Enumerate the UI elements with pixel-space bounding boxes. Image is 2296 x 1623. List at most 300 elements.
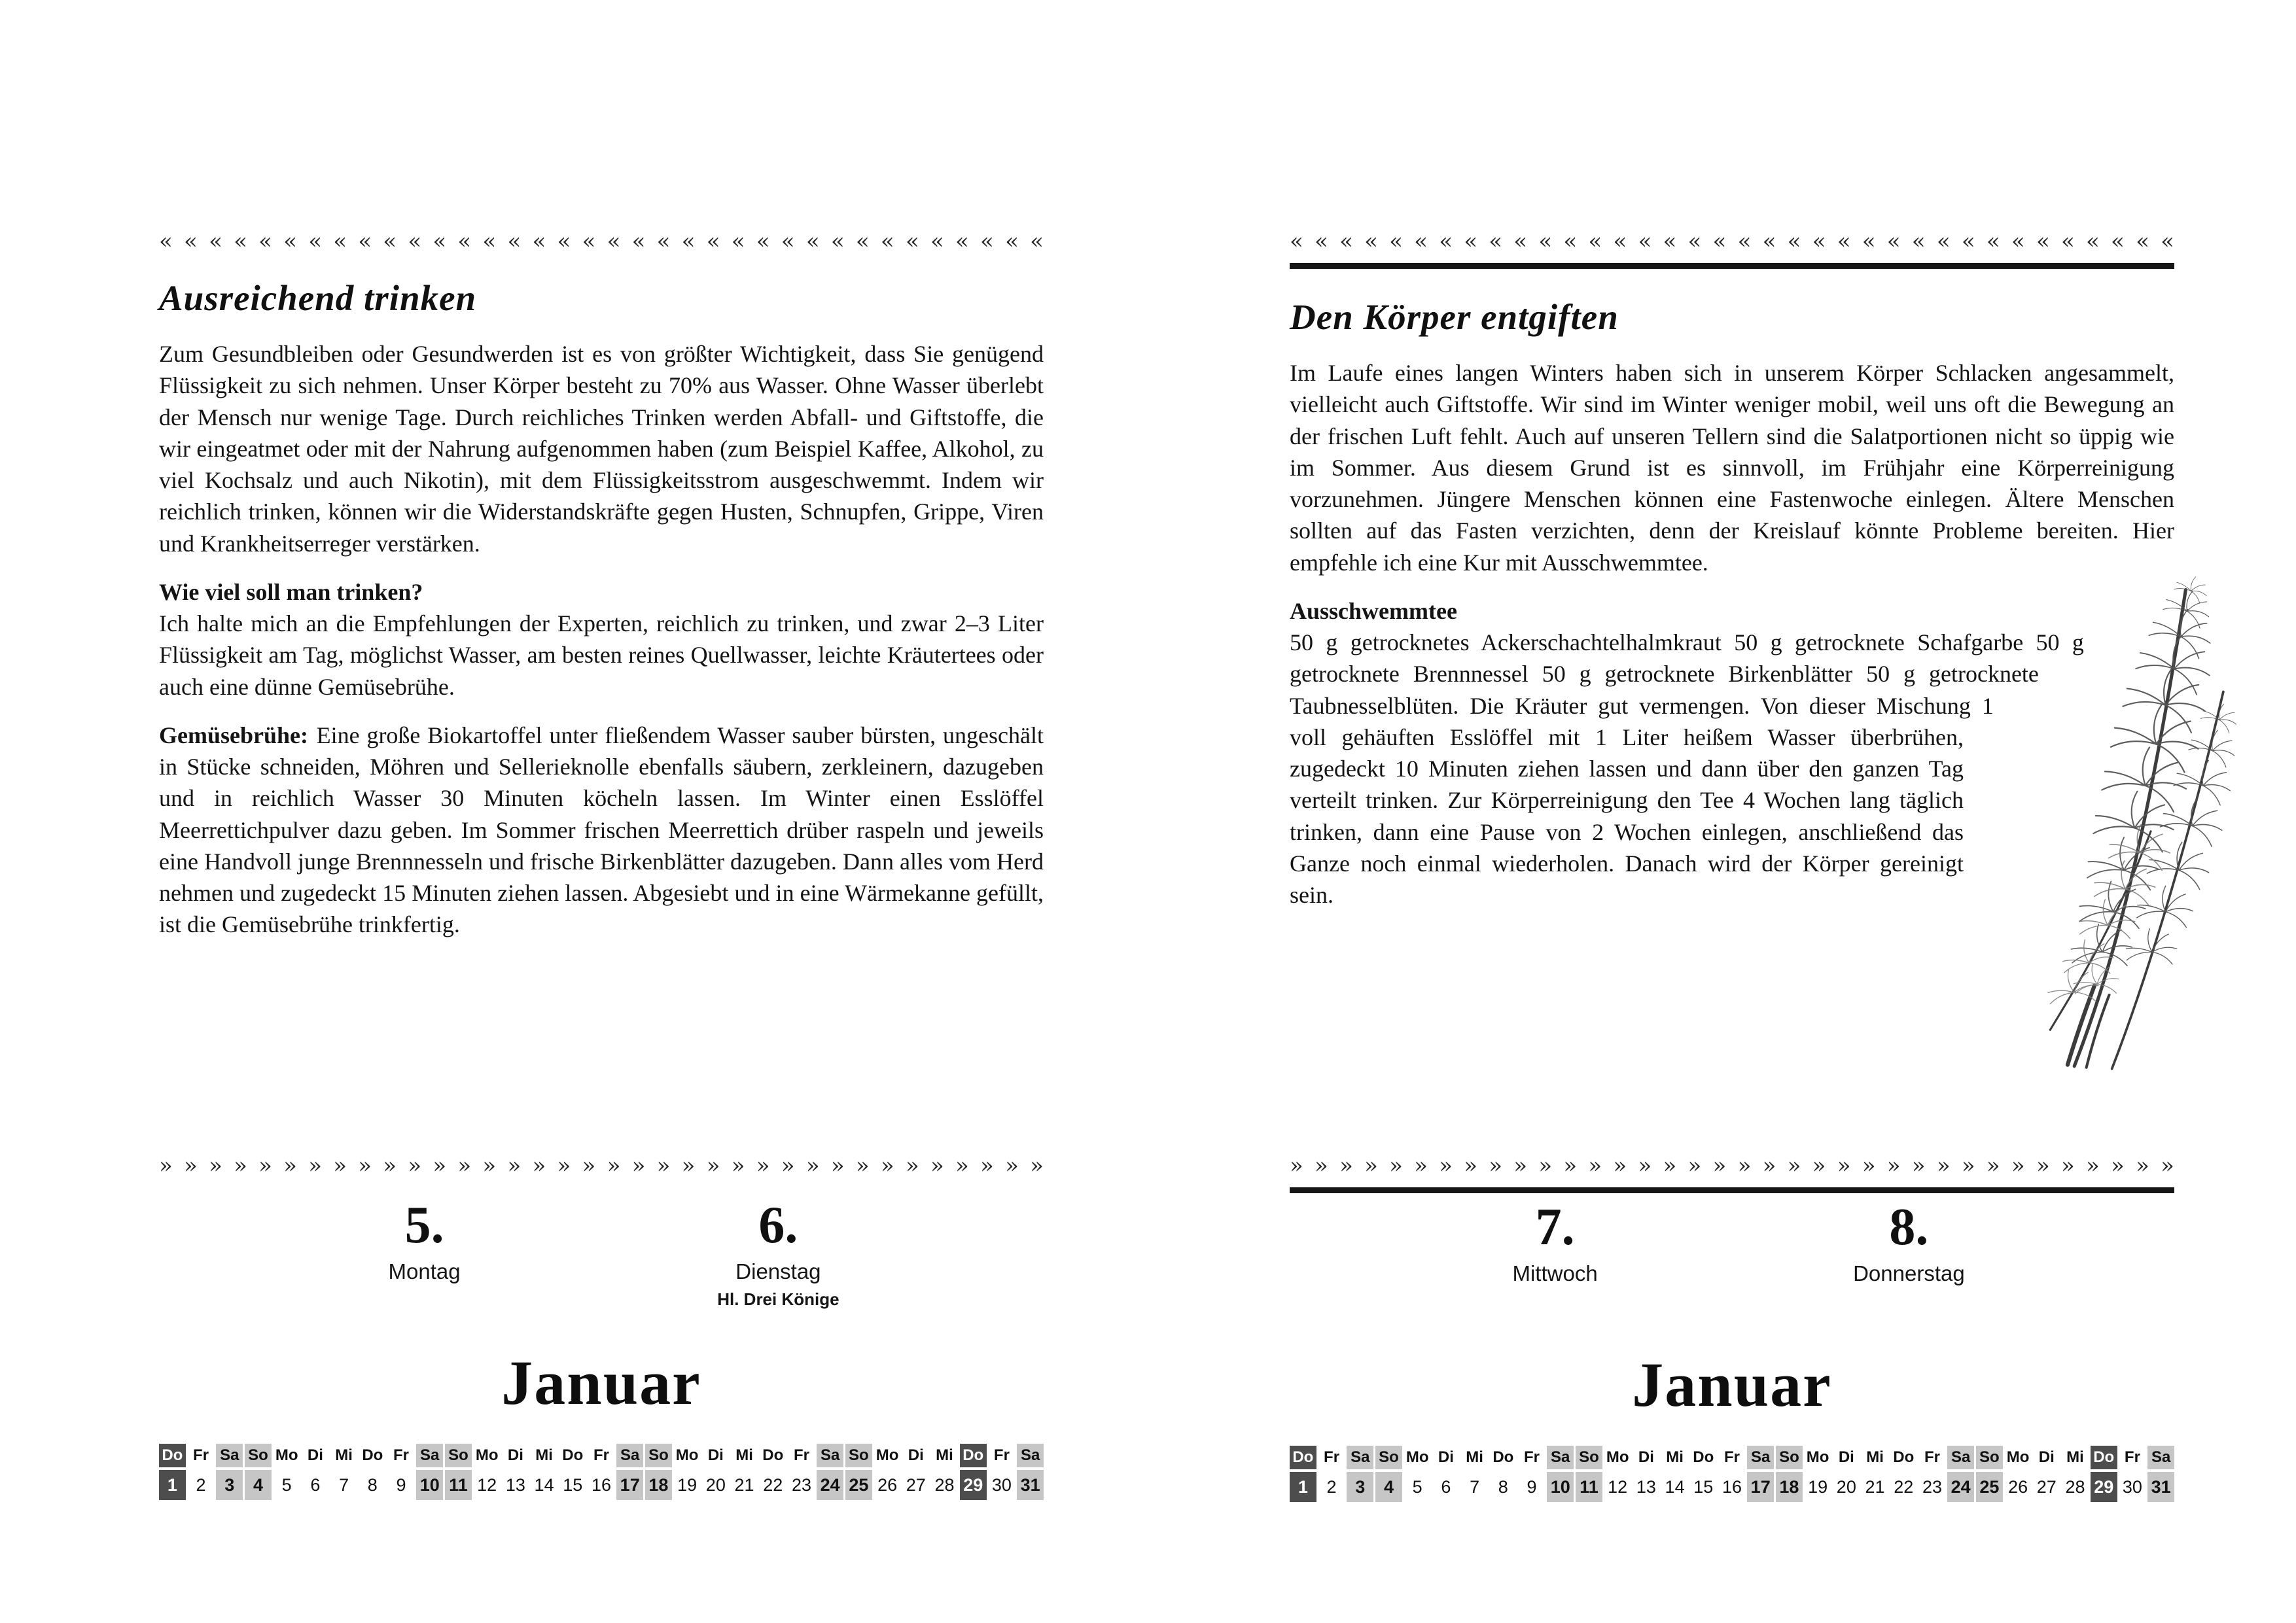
weekday-cell: So bbox=[1776, 1446, 1803, 1469]
day-cell: 31 bbox=[1017, 1470, 1044, 1500]
day-cell: 14 bbox=[531, 1470, 557, 1500]
horizontal-rule-bottom bbox=[1290, 1187, 2174, 1193]
section-drinking-amount bbox=[159, 576, 1044, 703]
day-cell: 16 bbox=[1719, 1472, 1746, 1502]
weekday-cell: Sa bbox=[416, 1444, 443, 1467]
ornament-glyph: » bbox=[1563, 1153, 1578, 1179]
weekday-cell: Mo bbox=[1404, 1446, 1431, 1469]
day-row bbox=[159, 1470, 1044, 1500]
weekday-cell: So bbox=[245, 1444, 272, 1467]
ornament-glyph: « bbox=[1986, 228, 2000, 254]
day-cell: 19 bbox=[1805, 1472, 1831, 1502]
date-block-monday bbox=[247, 1196, 601, 1330]
ornament-glyph: « bbox=[905, 228, 919, 254]
date-blocks bbox=[1290, 1198, 2174, 1332]
day-cell: 2 bbox=[1318, 1472, 1345, 1502]
ornament-glyph: » bbox=[557, 1153, 571, 1179]
day-cell: 30 bbox=[989, 1470, 1016, 1500]
right-page bbox=[1148, 0, 2296, 1623]
ornament-glyph: » bbox=[1712, 1153, 1727, 1179]
ornament-glyph: « bbox=[433, 228, 447, 254]
date-block-tuesday bbox=[601, 1196, 955, 1330]
ornament-glyph: « bbox=[1489, 228, 1503, 254]
ornament-glyph: « bbox=[1538, 228, 1553, 254]
day-cell: 26 bbox=[2005, 1472, 2032, 1502]
ornament-glyph: » bbox=[184, 1153, 198, 1179]
ornament-glyph: » bbox=[1812, 1153, 1826, 1179]
ornament-glyph: « bbox=[1439, 228, 1453, 254]
weekday-cell: Mo bbox=[274, 1444, 300, 1467]
ornament-glyph: » bbox=[930, 1153, 944, 1179]
weekday-cell: Fr bbox=[1519, 1446, 1545, 1469]
ornament-glyph: « bbox=[1936, 228, 1951, 254]
ornament-glyph: » bbox=[1439, 1153, 1453, 1179]
weekday-cell: Di bbox=[1833, 1446, 1860, 1469]
ornament-glyph: « bbox=[1389, 228, 1403, 254]
right-page-column bbox=[1290, 228, 2174, 1497]
weekday-cell: Mi bbox=[1862, 1446, 1888, 1469]
ornament-glyph: » bbox=[1687, 1153, 1702, 1179]
ornament-glyph: « bbox=[631, 228, 646, 254]
ornament-glyph: » bbox=[482, 1153, 497, 1179]
ornament-glyph: « bbox=[1787, 228, 1801, 254]
ornament-glyph: « bbox=[1961, 228, 1975, 254]
weekday-cell: Do bbox=[1690, 1446, 1717, 1469]
day-cell: 28 bbox=[931, 1470, 958, 1500]
section-text: Eine große Biokartoffel unter fließendem Wasser sauber bürsten, ungeschält in Stücke schneiden, Möhren und Sellerieknolle ebenfalls säubern, zerkleinern, dazugeben und in reichlich Wasser 30 Minuten köcheln lassen. Im Winter einen Esslöffel Meerrettichpulver dazu geben. Im Sommer frischen Meerrettich drüber raspeln und jeweils eine Handvoll junge Brennnesseln und frische Birkenblätter dazugeben. Dann alles vom Herd nehmen und zugedeckt 15 Minuten ziehen lassen. Abgesiebt und in eine Wärmekanne gefüllt, ist die Gemüsebrühe trinkfertig. bbox=[159, 722, 1044, 938]
ornament-glyph: » bbox=[258, 1153, 272, 1179]
weekday-cell: Di bbox=[1433, 1446, 1460, 1469]
ornament-glyph: « bbox=[358, 228, 372, 254]
day-cell: 22 bbox=[1890, 1472, 1917, 1502]
ornament-glyph: « bbox=[930, 228, 944, 254]
intro-paragraph: Im Laufe eines langen Winters haben sich in unserem Körper Schlacken angesammelt, vielleicht auch Giftstoffe. Wir sind im Winter weniger mobil, weil uns oft die Bewegung an der frischen Luft fehlt. Auch auf unseren Tellern sind die Salatportionen nicht so üppig wie im Sommer. Aus diesem Grund ist es sinnvoll, im Frühjahr eine Körperreinigung vorzunehmen. Jüngere Menschen können eine Fastenwoche einlegen. Ältere Menschen sollten auf das Fasten verzichten, denn der Kreislauf könnte Probleme bereiten. Hier empfehle ich eine Kur mit Ausschwemmtee. bbox=[1290, 360, 2174, 576]
day-cell: 1 bbox=[1290, 1472, 1316, 1502]
ornament-glyph: « bbox=[209, 228, 222, 254]
weekday-cell: So bbox=[645, 1444, 672, 1467]
ornament-glyph: « bbox=[1414, 228, 1428, 254]
day-cell: 21 bbox=[1862, 1472, 1888, 1502]
ornament-glyph: » bbox=[1588, 1153, 1602, 1179]
ornament-glyph: « bbox=[805, 228, 820, 254]
ornament-glyph: « bbox=[507, 228, 521, 254]
day-cell: 30 bbox=[2119, 1472, 2146, 1502]
weekday-cell: Fr bbox=[1919, 1446, 1946, 1469]
weekday-cell: Mo bbox=[1604, 1446, 1631, 1469]
ornament-glyph: « bbox=[1030, 228, 1044, 254]
ornament-glyph: » bbox=[1638, 1153, 1652, 1179]
ornament-glyph: » bbox=[1787, 1153, 1801, 1179]
day-cell: 7 bbox=[330, 1470, 357, 1500]
date-number: 5. bbox=[404, 1196, 444, 1254]
ornament-glyph: « bbox=[1862, 228, 1876, 254]
ornament-glyph: » bbox=[706, 1153, 720, 1179]
weekday-cell: Do bbox=[1890, 1446, 1917, 1469]
ornament-glyph: » bbox=[532, 1153, 546, 1179]
weekday-cell: Mi bbox=[531, 1444, 557, 1467]
ornament-glyph: « bbox=[1613, 228, 1627, 254]
ornament-glyph: « bbox=[234, 228, 247, 254]
ornament-glyph: » bbox=[2060, 1153, 2075, 1179]
ornament-glyph: » bbox=[234, 1153, 247, 1179]
ornament-glyph: « bbox=[2086, 228, 2100, 254]
ornament-glyph: « bbox=[980, 228, 994, 254]
weekday-cell: Fr bbox=[2119, 1446, 2146, 1469]
ornament-glyph: « bbox=[1712, 228, 1727, 254]
ornament-glyph: » bbox=[2111, 1153, 2125, 1179]
ornament-glyph: » bbox=[1762, 1153, 1776, 1179]
weekday-cell: Sa bbox=[216, 1444, 243, 1467]
ornament-glyph: » bbox=[383, 1153, 397, 1179]
day-cell: 15 bbox=[1690, 1472, 1717, 1502]
day-cell: 24 bbox=[1947, 1472, 1974, 1502]
ornament-glyph: » bbox=[980, 1153, 994, 1179]
ornament-glyph: « bbox=[408, 228, 422, 254]
weekday-cell: Mi bbox=[731, 1444, 758, 1467]
weekday-cell: Sa bbox=[1547, 1446, 1574, 1469]
day-cell: 23 bbox=[788, 1470, 815, 1500]
day-cell: 5 bbox=[1404, 1472, 1431, 1502]
ornament-glyph: « bbox=[1812, 228, 1826, 254]
ornament-glyph: » bbox=[159, 1153, 173, 1179]
ornament-glyph: » bbox=[2011, 1153, 2025, 1179]
ornament-glyph: » bbox=[2161, 1153, 2174, 1179]
ornament-glyph: » bbox=[1538, 1153, 1553, 1179]
ornament-glyph: » bbox=[656, 1153, 671, 1179]
ornament-glyph: » bbox=[209, 1153, 222, 1179]
section-vegetable-broth bbox=[159, 720, 1044, 941]
day-cell: 8 bbox=[359, 1470, 386, 1500]
weekday-cell: Do bbox=[2091, 1446, 2117, 1469]
ornament-glyph: » bbox=[1290, 1153, 1303, 1179]
ornament-glyph: « bbox=[1837, 228, 1851, 254]
ornament-glyph: « bbox=[2011, 228, 2025, 254]
ornament-glyph: « bbox=[855, 228, 870, 254]
weekday-cell: Mi bbox=[2062, 1446, 2089, 1469]
ornament-glyph: « bbox=[1290, 228, 1303, 254]
ornament-glyph: « bbox=[607, 228, 621, 254]
weekday-cell: Mi bbox=[330, 1444, 357, 1467]
weekday-cell: Sa bbox=[1747, 1446, 1774, 1469]
ornament-glyph: » bbox=[1936, 1153, 1951, 1179]
ornament-glyph: » bbox=[2136, 1153, 2149, 1179]
day-cell: 12 bbox=[474, 1470, 501, 1500]
ornament-glyph: « bbox=[383, 228, 397, 254]
ornament-glyph: » bbox=[1961, 1153, 1975, 1179]
ornament-glyph: « bbox=[830, 228, 845, 254]
ornament-glyph: » bbox=[2036, 1153, 2050, 1179]
ornament-glyph: « bbox=[1005, 228, 1019, 254]
ornament-glyph: « bbox=[1315, 228, 1328, 254]
ornament-glyph: « bbox=[159, 228, 173, 254]
ornament-glyph: » bbox=[1613, 1153, 1627, 1179]
day-cell: 28 bbox=[2062, 1472, 2089, 1502]
ornament-glyph: « bbox=[1513, 228, 1528, 254]
ornament-glyph: « bbox=[706, 228, 720, 254]
weekday-cell: Di bbox=[302, 1444, 329, 1467]
ornament-glyph: « bbox=[2161, 228, 2174, 254]
weekday-cell: Fr bbox=[1318, 1446, 1345, 1469]
ornament-glyph: » bbox=[1414, 1153, 1428, 1179]
weekday-cell: Di bbox=[2033, 1446, 2060, 1469]
ornament-glyph: » bbox=[1513, 1153, 1528, 1179]
ornament-glyph: » bbox=[1489, 1153, 1503, 1179]
weekday-cell: Mo bbox=[474, 1444, 501, 1467]
ornament-glyph: » bbox=[1986, 1153, 2000, 1179]
day-cell: 22 bbox=[760, 1470, 786, 1500]
weekday-cell: Fr bbox=[989, 1444, 1016, 1467]
january-month-strip bbox=[1290, 1446, 2174, 1502]
intro-paragraph: Zum Gesundbleiben oder Gesundwerden ist es von größter Wichtigkeit, dass Sie genügend Flüssigkeit zu sich nehmen. Unser Körper besteht zu 70% aus Wasser. Ohne Wasser überlebt der Mensch nur wenige Tage. Durch reichliches Trinken werden Abfall- und Giftstoffe, die wir eingeatmet oder mit der Nahrung aufgenommen haben (zum Beispiel Kaffee, Alkohol, zu viel Kochsalz und auch Nikotin), mit dem Flüssigkeitsstrom ausgeschwemmt. Indem wir reichlich trinken, können wir die Widerstandskräfte gegen Husten, Schnupfen, Grippe, Viren und Krankheitserreger verstärken. bbox=[159, 341, 1044, 557]
ornament-glyph: « bbox=[955, 228, 969, 254]
ornament-glyph: » bbox=[582, 1153, 596, 1179]
ornament-glyph: » bbox=[607, 1153, 621, 1179]
day-cell: 5 bbox=[274, 1470, 300, 1500]
ornament-glyph: « bbox=[582, 228, 596, 254]
ornament-glyph: » bbox=[830, 1153, 845, 1179]
ornament-glyph: « bbox=[1339, 228, 1353, 254]
ornament-glyph: » bbox=[1464, 1153, 1478, 1179]
ornament-glyph: « bbox=[258, 228, 272, 254]
day-cell: 21 bbox=[731, 1470, 758, 1500]
day-cell: 3 bbox=[1347, 1472, 1373, 1502]
ornament-glyph: » bbox=[1005, 1153, 1019, 1179]
ornament-glyph: » bbox=[358, 1153, 372, 1179]
january-month-strip bbox=[159, 1444, 1044, 1500]
ornament-glyph: « bbox=[1464, 228, 1478, 254]
ornament-glyph: « bbox=[184, 228, 198, 254]
day-cell: 14 bbox=[1661, 1472, 1688, 1502]
ornament-glyph: » bbox=[731, 1153, 745, 1179]
day-cell: 2 bbox=[188, 1470, 215, 1500]
date-blocks bbox=[159, 1196, 1044, 1330]
ornament-glyph: « bbox=[656, 228, 671, 254]
ornament-glyph: » bbox=[905, 1153, 919, 1179]
ornament-glyph: » bbox=[756, 1153, 770, 1179]
ornament-glyph: « bbox=[1886, 228, 1901, 254]
section-ausschwemmtee bbox=[1290, 595, 2174, 911]
weekday-cell: Di bbox=[702, 1444, 729, 1467]
day-cell: 3 bbox=[216, 1470, 243, 1500]
calendar-footer bbox=[159, 1155, 1044, 1500]
weekday-cell: Di bbox=[1633, 1446, 1660, 1469]
weekday-cell: So bbox=[1576, 1446, 1602, 1469]
day-cell: 8 bbox=[1490, 1472, 1517, 1502]
day-cell: 9 bbox=[388, 1470, 415, 1500]
day-cell: 13 bbox=[1633, 1472, 1660, 1502]
weekday-cell: Sa bbox=[616, 1444, 643, 1467]
date-block-thursday bbox=[1732, 1198, 2086, 1332]
ornament-glyph: » bbox=[805, 1153, 820, 1179]
ornament-glyph: « bbox=[1563, 228, 1578, 254]
day-cell: 18 bbox=[645, 1470, 672, 1500]
ornament-glyph: » bbox=[1837, 1153, 1851, 1179]
ornament-glyph: » bbox=[2086, 1153, 2100, 1179]
ornament-glyph: » bbox=[1737, 1153, 1752, 1179]
ornament-glyph: « bbox=[1762, 228, 1776, 254]
ornament-glyph: » bbox=[507, 1153, 521, 1179]
horizontal-rule-top bbox=[1290, 263, 2174, 269]
ornament-glyph: » bbox=[1862, 1153, 1876, 1179]
ornament-glyph: » bbox=[1663, 1153, 1677, 1179]
weekday-cell: Sa bbox=[1347, 1446, 1373, 1469]
ornament-glyph: « bbox=[1663, 228, 1677, 254]
date-weekday: Dienstag bbox=[735, 1259, 821, 1283]
section-text: 50 g getrocknetes Ackerschachtelhalmkraut 50 g getrocknete Schafgarbe 50 g getrocknete Brennnessel 50 g getrocknete Birkenblätter 50 g getrocknete Taubnesselblüten. Die Kräuter gut vermengen. Von dieser Mischung 1 voll gehäuften Esslöffel mit 1 Liter heißem Wasser überbrühen, zugedeckt 10 Minuten ziehen lassen und dann über den ganzen Tag verteilt trinken. Zur Körperreinigung den Tee 4 Wochen lang täglich trinken, dann eine Pause von 2 Wochen einlegen, anschließend das Ganze noch einmal wiederholen. Danach wird der Körper gereinigt sein. bbox=[1290, 629, 2084, 908]
day-cell: 23 bbox=[1919, 1472, 1946, 1502]
weekday-cell: Di bbox=[902, 1444, 929, 1467]
section-heading: Ausschwemmtee bbox=[1290, 597, 1457, 624]
ornament-glyph: « bbox=[2060, 228, 2075, 254]
weekday-cell: Do bbox=[159, 1444, 186, 1467]
ornament-glyph: » bbox=[955, 1153, 969, 1179]
weekday-cell: Fr bbox=[788, 1444, 815, 1467]
day-cell: 11 bbox=[445, 1470, 472, 1500]
weekday-cell: Fr bbox=[588, 1444, 615, 1467]
left-page-column bbox=[159, 228, 1044, 1495]
date-number: 8. bbox=[1889, 1198, 1929, 1256]
day-cell: 10 bbox=[1547, 1472, 1574, 1502]
day-cell: 26 bbox=[874, 1470, 901, 1500]
day-cell: 11 bbox=[1576, 1472, 1602, 1502]
day-cell: 29 bbox=[960, 1470, 987, 1500]
day-cell: 13 bbox=[503, 1470, 529, 1500]
weekday-cell: Do bbox=[760, 1444, 786, 1467]
date-number: 7. bbox=[1535, 1198, 1575, 1256]
weekday-cell: Sa bbox=[1947, 1446, 1974, 1469]
ornament-glyph: » bbox=[1389, 1153, 1403, 1179]
ornament-glyph: » bbox=[283, 1153, 297, 1179]
ornament-glyph: « bbox=[1737, 228, 1752, 254]
day-cell: 29 bbox=[2091, 1472, 2117, 1502]
ornament-glyph: « bbox=[2036, 228, 2050, 254]
date-number: 6. bbox=[758, 1196, 798, 1254]
weekday-cell: Fr bbox=[388, 1444, 415, 1467]
ornament-glyph: « bbox=[1364, 228, 1378, 254]
ornament-row-top bbox=[1290, 230, 2174, 253]
day-cell: 6 bbox=[302, 1470, 329, 1500]
weekday-cell: So bbox=[1375, 1446, 1402, 1469]
day-cell: 31 bbox=[2147, 1472, 2174, 1502]
ornament-glyph: » bbox=[1339, 1153, 1353, 1179]
weekday-cell: Mi bbox=[931, 1444, 958, 1467]
weekday-cell: Mi bbox=[1461, 1446, 1488, 1469]
day-cell: 17 bbox=[1747, 1472, 1774, 1502]
weekday-cell: Fr bbox=[188, 1444, 215, 1467]
weekday-cell: Do bbox=[559, 1444, 586, 1467]
ornament-glyph: « bbox=[457, 228, 472, 254]
day-cell: 16 bbox=[588, 1470, 615, 1500]
day-cell: 25 bbox=[845, 1470, 872, 1500]
ornament-glyph: » bbox=[1364, 1153, 1378, 1179]
weekday-cell: So bbox=[445, 1444, 472, 1467]
weekday-cell: Mo bbox=[1805, 1446, 1831, 1469]
weekday-cell: Do bbox=[359, 1444, 386, 1467]
weekday-cell: Do bbox=[1490, 1446, 1517, 1469]
section-text: Ich halte mich an die Empfehlungen der Experten, reichlich zu trinken, und zwar 2–3 Liter Flüssigkeit am Tag, möglichst Wasser, am besten reines Quellwasser, leichte Kräutertees oder auch eine dünne Gemüsebrühe. bbox=[159, 610, 1044, 700]
ornament-glyph: « bbox=[532, 228, 546, 254]
ornament-glyph: « bbox=[731, 228, 745, 254]
ornament-row-top bbox=[159, 230, 1044, 253]
day-cell: 27 bbox=[902, 1470, 929, 1500]
day-cell: 9 bbox=[1519, 1472, 1545, 1502]
ornament-glyph: » bbox=[457, 1153, 472, 1179]
ornament-glyph: « bbox=[2136, 228, 2149, 254]
ornament-glyph: « bbox=[1687, 228, 1702, 254]
page-title: Den Körper entgiften bbox=[1290, 297, 1619, 337]
weekday-cell: Fr bbox=[1719, 1446, 1746, 1469]
day-cell: 17 bbox=[616, 1470, 643, 1500]
ornament-glyph: » bbox=[408, 1153, 422, 1179]
weekday-cell: Mo bbox=[2005, 1446, 2032, 1469]
day-cell: 4 bbox=[245, 1470, 272, 1500]
ornament-glyph: « bbox=[557, 228, 571, 254]
month-title: Januar bbox=[1632, 1350, 1832, 1420]
weekday-cell: Sa bbox=[1017, 1444, 1044, 1467]
day-cell: 20 bbox=[702, 1470, 729, 1500]
ornament-glyph: « bbox=[781, 228, 795, 254]
date-weekday: Donnerstag bbox=[1853, 1261, 1965, 1285]
weekday-cell: Do bbox=[1290, 1446, 1316, 1469]
weekday-row bbox=[159, 1444, 1044, 1467]
ornament-glyph: « bbox=[756, 228, 770, 254]
ornament-glyph: « bbox=[1588, 228, 1602, 254]
ornament-glyph: » bbox=[333, 1153, 347, 1179]
ornament-glyph: « bbox=[880, 228, 894, 254]
date-weekday: Montag bbox=[388, 1259, 461, 1283]
ornament-row-bottom bbox=[159, 1155, 1044, 1177]
ornament-glyph: « bbox=[333, 228, 347, 254]
ornament-glyph: » bbox=[781, 1153, 795, 1179]
weekday-cell: So bbox=[1976, 1446, 2003, 1469]
ornament-glyph: » bbox=[681, 1153, 696, 1179]
ornament-glyph: » bbox=[1886, 1153, 1901, 1179]
day-cell: 27 bbox=[2033, 1472, 2060, 1502]
ornament-glyph: » bbox=[880, 1153, 894, 1179]
day-cell: 6 bbox=[1433, 1472, 1460, 1502]
date-note: Hl. Drei Könige bbox=[717, 1289, 839, 1309]
day-cell: 4 bbox=[1375, 1472, 1402, 1502]
ornament-glyph: » bbox=[631, 1153, 646, 1179]
weekday-cell: Mo bbox=[674, 1444, 701, 1467]
month-title: Januar bbox=[501, 1348, 701, 1418]
ornament-glyph: » bbox=[433, 1153, 447, 1179]
weekday-cell: Sa bbox=[817, 1444, 843, 1467]
ornament-glyph: » bbox=[1315, 1153, 1328, 1179]
weekday-cell: Do bbox=[960, 1444, 987, 1467]
weekday-cell: Mo bbox=[874, 1444, 901, 1467]
day-row bbox=[1290, 1472, 2174, 1502]
ornament-row-bottom bbox=[1290, 1155, 2174, 1177]
section-heading: Wie viel soll man trinken? bbox=[159, 578, 423, 605]
ornament-glyph: » bbox=[1911, 1153, 1926, 1179]
day-cell: 18 bbox=[1776, 1472, 1803, 1502]
ornament-glyph: « bbox=[2111, 228, 2125, 254]
day-cell: 12 bbox=[1604, 1472, 1631, 1502]
ornament-glyph: « bbox=[1638, 228, 1652, 254]
day-cell: 10 bbox=[416, 1470, 443, 1500]
date-block-wednesday bbox=[1378, 1198, 1732, 1332]
ornament-glyph: » bbox=[855, 1153, 870, 1179]
ornament-glyph: « bbox=[1911, 228, 1926, 254]
day-cell: 1 bbox=[159, 1470, 186, 1500]
page-title: Ausreichend trinken bbox=[159, 278, 477, 318]
weekday-cell: Sa bbox=[2147, 1446, 2174, 1469]
day-cell: 25 bbox=[1976, 1472, 2003, 1502]
day-cell: 15 bbox=[559, 1470, 586, 1500]
ornament-glyph: » bbox=[1030, 1153, 1044, 1179]
weekday-cell: Mi bbox=[1661, 1446, 1688, 1469]
